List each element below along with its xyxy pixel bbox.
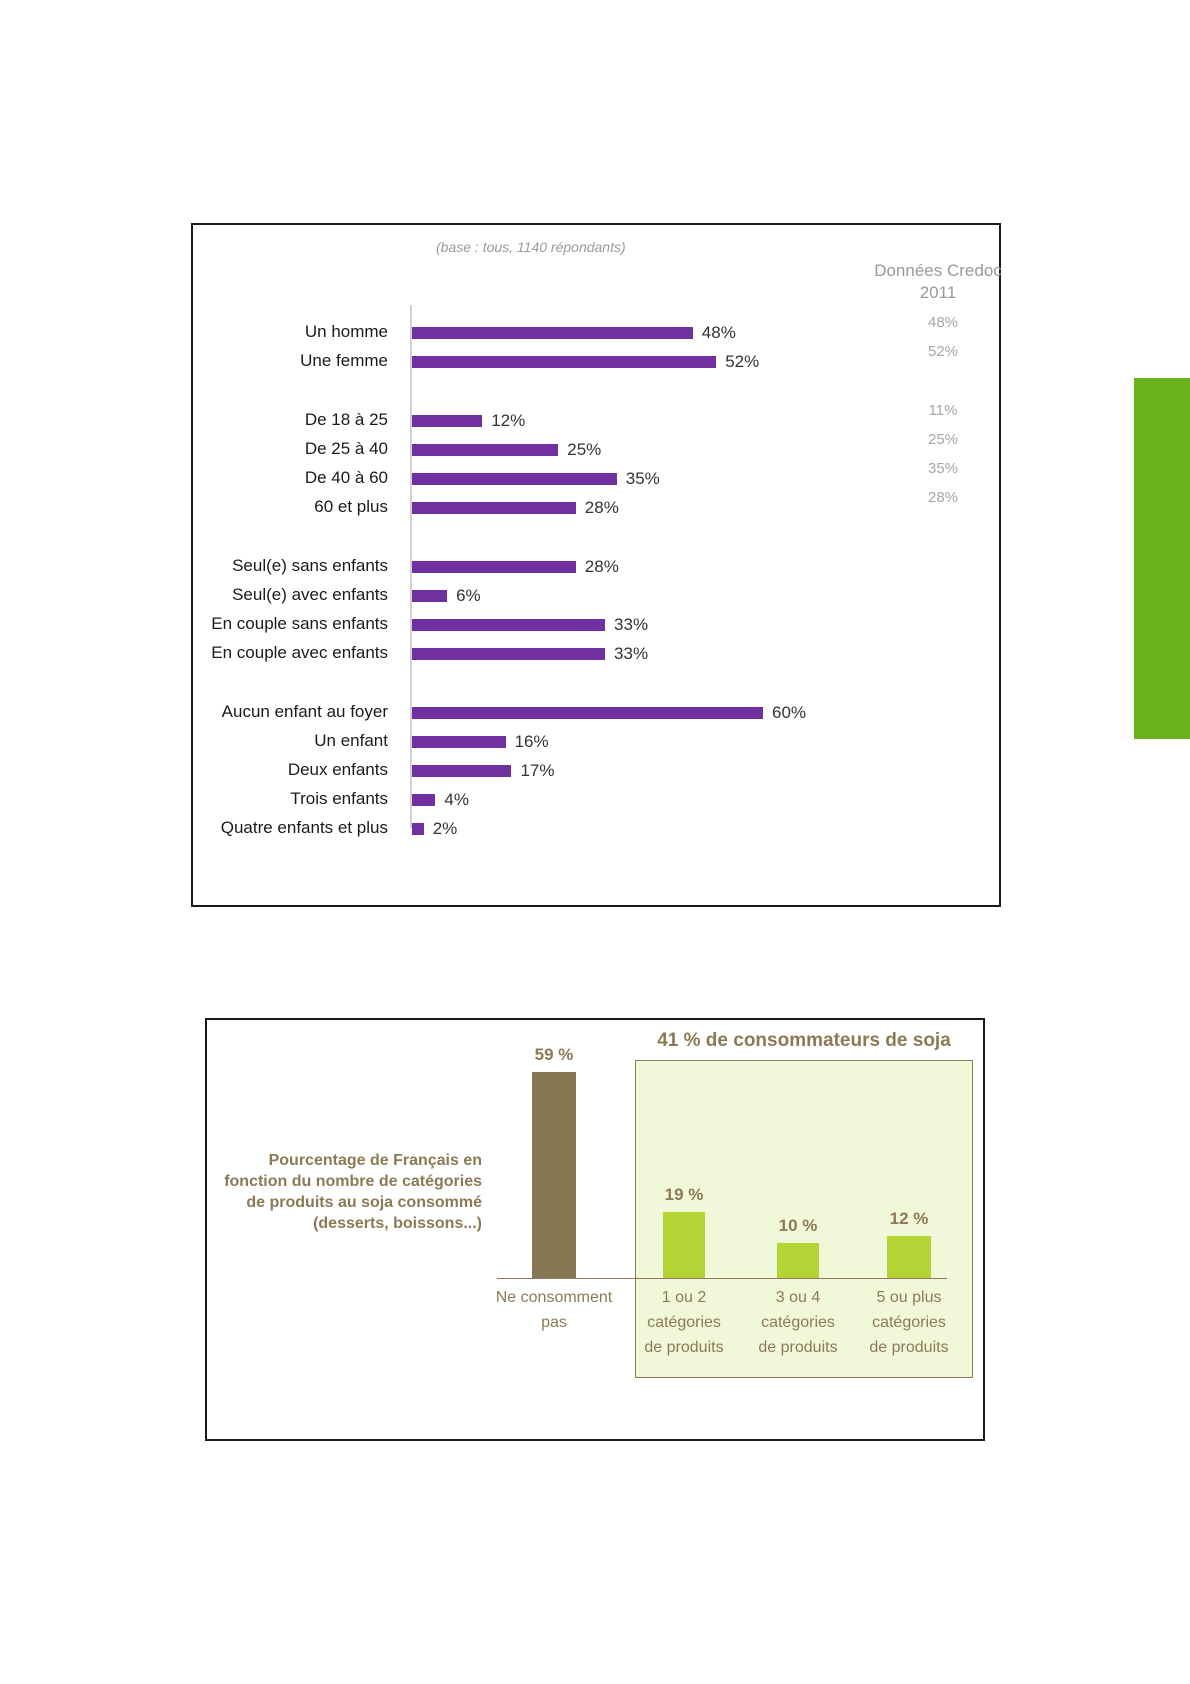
category-label: Un enfant	[314, 730, 388, 750]
data-label: 48%	[701, 323, 736, 342]
category-label: En couple avec enfants	[211, 643, 388, 663]
consumers-panel-title: 41 % de consommateurs de soja	[657, 1030, 951, 1051]
credoc-value: 25%	[927, 430, 959, 448]
data-label: 2%	[432, 819, 458, 839]
category-label: Deux enfants	[287, 760, 388, 779]
bar	[412, 473, 617, 485]
credoc-value: 48%	[927, 314, 959, 331]
category-label: 5 ou plus catégories de produits	[869, 1289, 949, 1356]
data-label: 33%	[614, 644, 649, 664]
credoc-value: 35%	[927, 460, 959, 477]
category-label: 60 et plus	[314, 497, 388, 517]
bar	[532, 1072, 576, 1279]
bar	[412, 765, 511, 777]
category-label: De 40 à 60	[304, 468, 388, 487]
side-tab	[1134, 378, 1190, 739]
category-label: En couple sans enfants	[211, 614, 388, 633]
credoc-value: 11%	[928, 401, 958, 419]
category-label: De 25 à 40	[304, 438, 388, 458]
category-label: Un homme	[304, 322, 388, 341]
bar	[412, 736, 506, 748]
bar	[412, 561, 576, 573]
bar	[412, 502, 576, 514]
credoc-title: Données Credoc 2011	[874, 261, 1002, 302]
category-label: Ne consomment pas	[495, 1289, 613, 1331]
category-label: Quatre enfants et plus	[220, 818, 388, 838]
bar	[412, 823, 424, 835]
category-label: Seul(e) sans enfants	[232, 555, 388, 575]
bar	[663, 1212, 705, 1279]
data-label: 28%	[584, 498, 619, 518]
bar	[412, 415, 482, 427]
category-label: Trois enfants	[290, 789, 388, 809]
chart-description: Pourcentage de Français en fonction du nombre de catégories de produits au soja consommé (desserts, boissons...)	[224, 1152, 482, 1232]
data-label: 25%	[567, 439, 602, 459]
data-label: 4%	[444, 790, 469, 810]
credoc-value: 52%	[927, 343, 959, 361]
bar	[412, 707, 763, 719]
category-label: Une femme	[300, 351, 388, 371]
bar	[887, 1236, 931, 1278]
category-label: 3 ou 4 catégories de produits	[758, 1289, 838, 1356]
data-label: 6%	[456, 585, 481, 605]
data-label: 60%	[772, 702, 807, 722]
data-label: 28%	[584, 556, 619, 576]
bar	[412, 590, 447, 602]
data-label: 35%	[625, 469, 660, 488]
data-label: 52%	[725, 352, 760, 372]
base-note: (base : tous, 1140 répondants)	[436, 239, 626, 255]
data-label: 19 %	[664, 1184, 704, 1204]
bar	[412, 327, 693, 339]
category-label: De 18 à 25	[304, 409, 388, 429]
bar	[777, 1243, 819, 1278]
category-label: Aucun enfant au foyer	[221, 701, 388, 721]
bar	[412, 794, 435, 806]
category-label: Seul(e) avec enfants	[232, 584, 388, 604]
data-label: 10 %	[778, 1216, 818, 1235]
baseline	[497, 1278, 947, 1279]
soy-consumption-chart	[205, 1018, 985, 1441]
data-label: 12 %	[889, 1209, 929, 1228]
data-label: 59 %	[534, 1044, 574, 1064]
credoc-value: 28%	[927, 489, 959, 507]
demographics-chart	[191, 223, 1001, 907]
bar	[412, 648, 605, 660]
data-label: 16%	[514, 731, 549, 751]
bar	[412, 444, 558, 456]
data-label: 33%	[614, 615, 649, 634]
category-label: 1 ou 2 catégories de produits	[644, 1289, 724, 1356]
bar	[412, 356, 716, 368]
bar	[412, 619, 605, 631]
data-label: 12%	[491, 410, 526, 430]
data-label: 17%	[520, 761, 555, 780]
